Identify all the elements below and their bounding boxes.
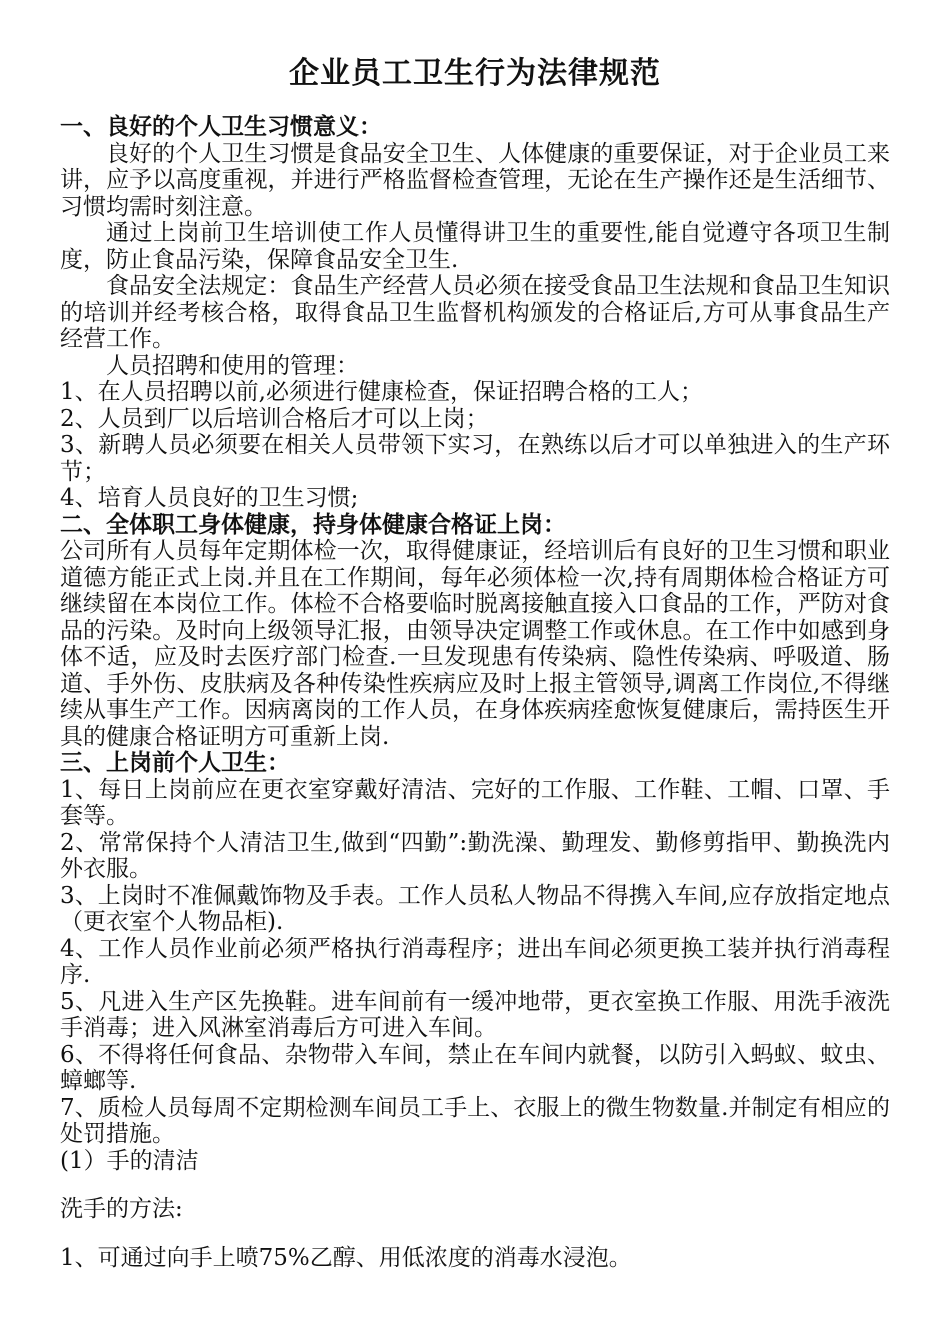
recruitment-item: 2、人员到厂以后培训合格后才可以上岗； [60, 405, 489, 432]
hygiene-item: 2、常常保持个人清洁卫生,做到“四勤”:勤洗澡、勤理发、勤修剪指甲、勤换洗内外衣服。 [60, 829, 890, 882]
washing-method-item: 1、可通过向手上喷75%乙醇、用低浓度的消毒水浸泡。 [60, 1244, 632, 1271]
section-1 [60, 114, 890, 512]
recruitment-item: 1、在人员招聘以前,必须进行健康检查，保证招聘合格的工人； [60, 379, 703, 405]
recruitment-item: 4、培育人员良好的卫生习惯; [60, 485, 359, 511]
section-1-paragraph: 人员招聘和使用的管理： [106, 352, 359, 379]
hygiene-item: 4、工作人员作业前必须严格执行消毒程序；进出车间必须更换工装并执行消毒程序. [60, 935, 890, 988]
hygiene-item: 3、上岗时不准佩戴饰物及手表。工作人员私人物品不得携入车间,应存放指定地点（更衣室个人物品柜). [60, 882, 890, 935]
section-1-heading: 一、良好的个人卫生习惯意义： [60, 113, 382, 140]
hygiene-item: 6、不得将任何食品、杂物带入车间，禁止在车间内就餐，以防引入蚂蚁、蚊虫、蟑螂等. [60, 1041, 890, 1094]
section-1-paragraph: 通过上岗前卫生培训使工作人员懂得讲卫生的重要性,能自觉遵守各项卫生制度，防止食品污染，保障食品安全卫生. [60, 220, 890, 273]
section-2 [60, 512, 890, 751]
hand-cleaning-subheading: (1）手的清洁 [60, 1147, 199, 1174]
hygiene-item: 5、凡进入生产区先换鞋。进车间前有一缓冲地带，更衣室换工作服、用洗手液洗手消毒；进入风淋室消毒后方可进入车间。 [60, 988, 890, 1041]
hygiene-item: 7、质检人员每周不定期检测车间员工手上、衣服上的微生物数量.并制定有相应的处罚措施。 [60, 1094, 890, 1147]
section-2-body: 公司所有人员每年定期体检一次，取得健康证，经培训后有良好的卫生习惯和职业道德方能正式上岗.并且在工作期间，每年必须体检一次,持有周期体检合格证方可继续留在本岗位工作。体检不合格要临时脱离接触直接入口食品的工作，严防对食品的污染。及时向上级领导汇报，由领导决定调整工作或休息。在工作中如感到身体不适，应及时去医疗部门检查.一旦发现患有传染病、隐性传染病、呼吸道、肠道、手外伤、皮肤病及各种传染性疾病应及时上报主管领导,调离工作岗位,不得继续从事生产工作。因病离岗的工作人员，在身体疾病痊愈恢复健康后，需持医生开具的健康合格证明方可重新上岗. [60, 538, 890, 750]
section-3 [60, 750, 890, 1271]
hygiene-item: 1、每日上岗前应在更衣室穿戴好清洁、完好的工作服、工作鞋、工帽、口罩、手套等。 [60, 776, 890, 829]
document-page [60, 56, 890, 1271]
recruitment-item: 3、新聘人员必须要在相关人员带领下实习，在熟练以后才可以单独进入的生产环节； [60, 432, 890, 485]
section-2-heading: 二、全体职工身体健康，持身体健康合格证上岗： [60, 510, 566, 538]
document-title: 企业员工卫生行为法律规范 [289, 56, 661, 91]
section-1-paragraph: 良好的个人卫生习惯是食品安全卫生、人体健康的重要保证，对于企业员工来讲，应予以高度重视，并进行严格监督检查管理，无论在生产操作还是生活细节、习惯均需时刻注意。 [60, 140, 890, 220]
section-3-heading: 三、上岗前个人卫生： [60, 749, 290, 776]
washing-method-label: 洗手的方法: [60, 1196, 183, 1222]
section-1-paragraph: 食品安全法规定：食品生产经营人员必须在接受食品卫生法规和食品卫生知识的培训并经考核合格，取得食品卫生监督机构颁发的合格证后,方可从事食品生产经营工作。 [60, 273, 890, 352]
